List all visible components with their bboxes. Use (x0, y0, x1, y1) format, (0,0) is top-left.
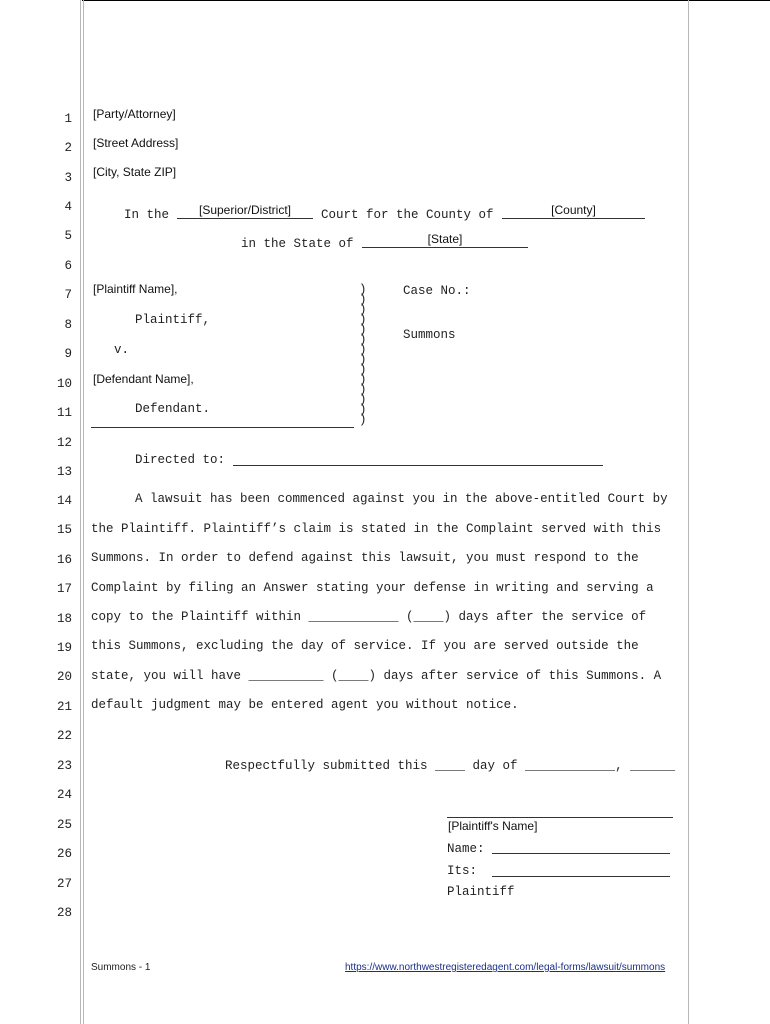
case-number-label: Case No.: (403, 284, 471, 298)
caption-paren: ) (359, 353, 367, 367)
top-border (82, 0, 770, 1)
page-footer-label: Summons - 1 (91, 962, 151, 973)
caption-paren: ) (359, 363, 367, 377)
line-number: 13 (56, 465, 72, 479)
line-number: 22 (56, 729, 72, 743)
signer-name-placeholder: [Plaintiff's Name] (448, 819, 538, 833)
body-line-6: this Summons, excluding the day of service. If you are served outside the (91, 639, 639, 653)
caption-paren: ) (359, 333, 367, 347)
caption-paren: ) (359, 293, 367, 307)
its-field[interactable] (492, 876, 670, 877)
line-number: 18 (56, 612, 72, 626)
body-line-8: default judgment may be entered agent you without notice. (91, 698, 519, 712)
street-address: [Street Address] (93, 136, 179, 150)
directed-to-field[interactable] (233, 465, 603, 466)
body-line-7: state, you will have __________ (____) days after service of this Summons. A (91, 669, 662, 683)
body-line-2: the Plaintiff. Plaintiff’s claim is stated in the Complaint served with this (91, 522, 662, 536)
state-field[interactable]: [State] (362, 233, 528, 248)
line-number: 28 (56, 906, 72, 920)
line-number: 6 (64, 259, 72, 273)
court-in-the: In the (124, 208, 170, 222)
versus: v. (114, 343, 130, 357)
signer-role: Plaintiff (447, 885, 515, 899)
directed-to-label: Directed to: (135, 453, 226, 467)
caption-paren: ) (359, 393, 367, 407)
line-number: 10 (56, 377, 72, 391)
line-number: 3 (64, 171, 72, 185)
line-number: 11 (56, 406, 72, 420)
caption-paren: ) (359, 343, 367, 357)
defendant-name: [Defendant Name], (93, 372, 194, 386)
body-line-5: copy to the Plaintiff within ____________ (____) days after the service of (91, 610, 647, 624)
line-number: 25 (56, 818, 72, 832)
left-margin-rule-inner (83, 0, 84, 1024)
its-label: Its: (447, 864, 478, 878)
caption-paren: ) (359, 303, 367, 317)
name-field[interactable] (492, 853, 670, 854)
body-line-3: Summons. In order to defend against this lawsuit, you must respond to the (91, 551, 639, 565)
line-number: 24 (56, 788, 72, 802)
right-margin-rule (688, 0, 689, 1024)
line-number: 21 (56, 700, 72, 714)
line-number: 2 (64, 141, 72, 155)
caption-underline (91, 427, 354, 428)
footer-url-link[interactable]: https://www.northwestregisteredagent.com/legal-forms/lawsuit/summons (345, 962, 666, 973)
body-line-1: A lawsuit has been commenced against you in the above-entitled Court by (135, 492, 668, 506)
court-for-county: Court for the County of (321, 208, 494, 222)
line-number: 27 (56, 877, 72, 891)
line-number: 4 (64, 200, 72, 214)
county-field[interactable]: [County] (502, 204, 645, 219)
caption-paren: ) (359, 313, 367, 327)
party-attorney: [Party/Attorney] (93, 107, 176, 121)
line-number: 1 (64, 112, 72, 126)
line-number: 8 (64, 318, 72, 332)
line-number: 15 (56, 523, 72, 537)
in-state-of: in the State of (241, 237, 354, 251)
caption-paren: ) (359, 413, 367, 427)
body-line-4: Complaint by filing an Answer stating your defense in writing and serving a (91, 581, 654, 595)
name-label: Name: (447, 842, 485, 856)
line-number: 26 (56, 847, 72, 861)
line-number: 12 (56, 436, 72, 450)
plaintiff-label: Plaintiff, (135, 313, 211, 327)
line-number: 16 (56, 553, 72, 567)
caption-paren: ) (359, 323, 367, 337)
line-number: 17 (56, 582, 72, 596)
line-number: 9 (64, 347, 72, 361)
signature-line[interactable] (447, 817, 673, 818)
defendant-label: Defendant. (135, 402, 211, 416)
line-number: 20 (56, 670, 72, 684)
line-number: 14 (56, 494, 72, 508)
plaintiff-name: [Plaintiff Name], (93, 282, 178, 296)
caption-paren: ) (359, 383, 367, 397)
caption-paren: ) (359, 403, 367, 417)
line-number: 19 (56, 641, 72, 655)
city-state-zip: [City, State ZIP] (93, 165, 177, 179)
caption-paren: ) (359, 373, 367, 387)
line-number: 5 (64, 229, 72, 243)
court-type-field[interactable]: [Superior/District] (177, 204, 313, 219)
document-type: Summons (403, 328, 456, 342)
left-margin-rule (80, 0, 81, 1024)
respectfully-submitted: Respectfully submitted this ____ day of ____________, ______ (225, 759, 676, 773)
line-number: 7 (64, 288, 72, 302)
line-number: 23 (56, 759, 72, 773)
caption-paren: ) (359, 283, 367, 297)
